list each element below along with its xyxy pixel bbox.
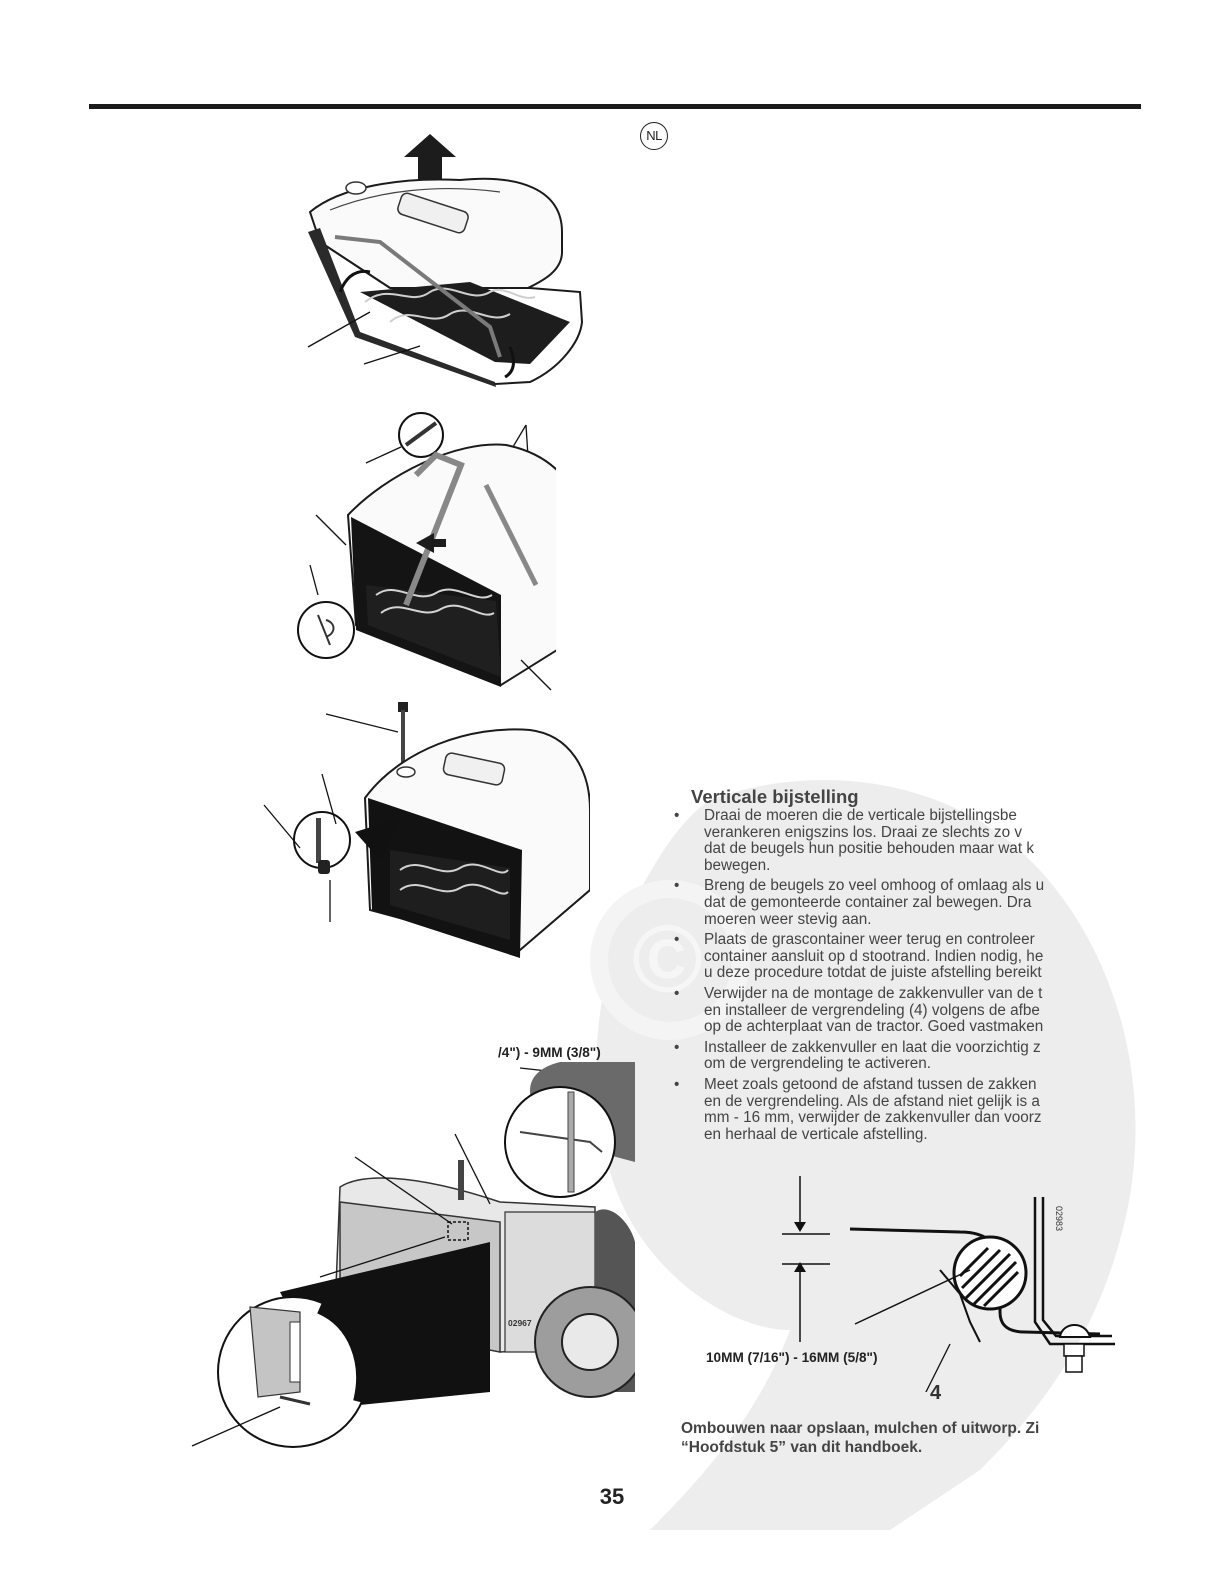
tractor-figure-code: 02967 [508, 1318, 532, 1328]
tractor-gap-label: /4") - 9MM (3/8") [498, 1045, 601, 1060]
list-item: • Installeer de zakkenvuller en laat die voorzichtig z om de vergrendeling te activeren. [670, 1040, 1102, 1073]
latch-figure-code: 02983 [1054, 1206, 1064, 1232]
section-title: Verticale bijstelling [691, 786, 859, 807]
figure-bolt-install [260, 700, 590, 975]
page-number: 35 [599, 1484, 625, 1509]
svg-text:©: © [632, 906, 703, 1013]
latch-gap-label: 10MM (7/16") - 16MM (5/8") [706, 1350, 878, 1365]
list-item: • Breng de beugels zo veel omhoog of omlaag als u dat de gemonteerde container zal bewegen. Dra moeren weer stevig aan. [670, 878, 1102, 928]
language-badge: NL [640, 122, 668, 150]
top-rule [89, 104, 1141, 109]
conversion-note: Ombouwen naar opslaan, mulchen of uitworp. Zi “Hoofdstuk 5” van dit handboek. [681, 1420, 1040, 1456]
figure-tractor-bagger [190, 1062, 635, 1452]
instruction-list [670, 808, 1102, 1143]
vertical-adjustment-section [670, 786, 1102, 1147]
figure-frame-assembly [296, 405, 556, 695]
list-item: • Meet zoals getoond de afstand tussen de zakken en de vergrendeling. Als de afstand niet gelijk is a mm - 16 mm, verwijder de zakkenvuller dan voorz en herhaal de verticale afstelling. [670, 1077, 1102, 1143]
list-item: • Verwijder na de montage de zakkenvuller van de t en installeer de vergrendeling (4) volgens de afbe op de achterplaat van de tractor. Goed vastmaken [670, 986, 1102, 1036]
list-item: • Plaats de grascontainer weer terug en controleer container aansluit op d stootrand. Indien nodig, he u deze procedure totdat de juiste afstelling bereikt [670, 932, 1102, 982]
list-item: • Draai de moeren die de verticale bijstellingsbe verankeren enigszins los. Draai ze slechts zo v dat de beugels hun positie behouden maar wat k bewegen. [670, 808, 1102, 874]
figure-container-open [300, 132, 590, 387]
latch-callout-number: 4 [930, 1382, 942, 1404]
